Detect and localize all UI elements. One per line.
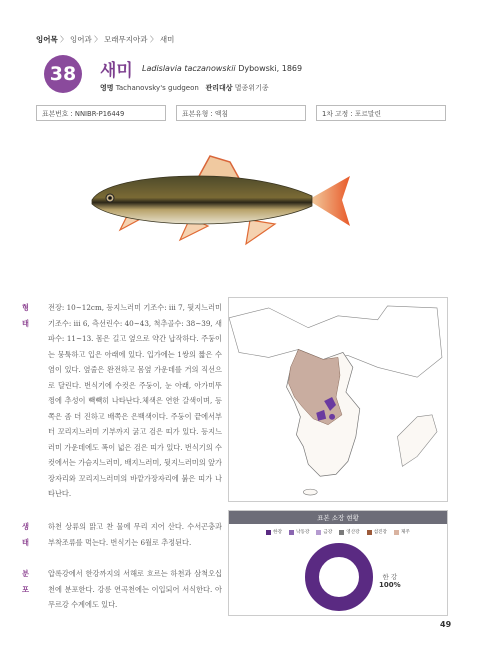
pie-slice	[312, 550, 366, 604]
species-number: 38	[49, 63, 77, 85]
holdings-chart	[228, 510, 448, 616]
legend-swatch	[266, 530, 271, 535]
breadcrumb-species: 새미	[159, 35, 175, 44]
legend-label: 낙동강	[296, 530, 310, 535]
tail-fin	[308, 176, 350, 226]
specimen-type: 표본유형 : 액침	[176, 105, 306, 121]
management-value: 멸종위기종	[234, 84, 269, 92]
section-text: 압록강에서 한강까지의 서해로 흐르는 하천과 삼척오십천에 분포한다. 강릉 연곡천에는 이입되어 서식한다. 아무르강 수계에도 있다.	[48, 569, 222, 609]
legend-label: 영산강	[346, 530, 360, 535]
legend-swatch	[339, 530, 344, 535]
fish-pupil	[108, 196, 112, 200]
korean-name: 새미	[100, 61, 133, 81]
section-label: 분포	[22, 569, 29, 594]
map-jeju	[303, 489, 317, 495]
section-label: 형태	[22, 303, 29, 328]
section-text: 하천 상류의 맑고 찬 물에 무리 지어 산다. 수서곤충과 부착조류를 먹는다. 번식기는 6월로 추정된다.	[48, 522, 222, 547]
pie-svg	[229, 537, 447, 615]
breadcrumb-subfamily: 모래무지아과	[104, 35, 148, 44]
legend-item	[289, 529, 309, 535]
legend-swatch	[289, 530, 294, 535]
management-label: 관리대상	[205, 84, 233, 92]
legend-label: 금강	[323, 530, 333, 535]
map-distribution-area	[288, 349, 341, 424]
scientific-name: Ladislavia taczanowskii	[142, 64, 236, 73]
map-occurrence	[329, 414, 335, 420]
breadcrumb-separator: 〉	[60, 35, 68, 44]
anal-fin	[246, 220, 275, 244]
meta-line	[100, 83, 269, 93]
fish-image	[80, 148, 355, 253]
fish-body	[92, 176, 312, 224]
scientific-name-line	[142, 64, 302, 73]
english-label: 영명	[100, 84, 114, 92]
author: Dybowski, 1869	[238, 64, 303, 73]
distribution-map	[228, 297, 448, 502]
legend-label: 섬진강	[373, 530, 387, 535]
legend-item	[394, 529, 410, 535]
chart-title: 표본 소장 현황	[229, 511, 447, 524]
breadcrumb-order: 잉어목	[36, 35, 58, 44]
legend-swatch	[316, 530, 321, 535]
section-label: 생태	[22, 522, 29, 547]
breadcrumb-separator: 〉	[149, 35, 158, 44]
chart-legend	[229, 529, 447, 535]
legend-item	[316, 529, 332, 535]
slice-percent: 100%	[379, 581, 401, 589]
slice-name: 한 강	[382, 573, 398, 581]
english-name: Tachanovsky's gudgeon	[115, 84, 199, 92]
page-number: 49	[440, 620, 452, 629]
legend-item	[339, 529, 359, 535]
legend-swatch	[367, 530, 372, 535]
slice-label	[379, 573, 401, 589]
section-text: 전장: 10~12cm, 등지느러미 기조수: iii 7, 뒷지느러미 기조수: iii 6, 측선린수: 40~43, 척추골수: 38~39, 새파수: 11~13. 몸은 길고 옆으로 약간 납작하다. 주둥이는 뭉툭하고 입은 아래에 있다. 입가에는 1쌍의 짧은 수염이 있다. 옆줄은 완전하고 몸옆 가운데를 거의 직선으로 달린다. 번식기에 수컷은 주둥이, 눈 아래, 아가미뚜껑에 추성이 빽빽히 나타난다.체색은 연한 갈색이며, 등쪽은 좀 더 진하고 배쪽은 은백색이다. 주둥이 끝에서부터 꼬리지느러미 기부까지 굵고 검은 띠가 있다. 등지느러미 가운데에도 폭이 넓은 검은 띠가 있다. 번식기의 수컷에서는 가슴지느러미, 배지느러미, 뒷지느러미의 앞가장자리와 꼬리지느러미의 바깥가장자리에 붉은 띠가 나타난다.	[48, 303, 222, 498]
breadcrumb	[36, 34, 174, 45]
map-svg	[229, 298, 447, 501]
species-number-badge	[44, 55, 82, 93]
legend-swatch	[394, 530, 399, 535]
specimen-number: 표본번호 : NNIBR-P16449	[36, 105, 166, 121]
map-japan	[397, 415, 437, 466]
specimen-fixative: 1차 고정 : 포르말린	[316, 105, 446, 121]
legend-item	[367, 529, 387, 535]
breadcrumb-family: 잉어과	[70, 35, 92, 44]
breadcrumb-separator: 〉	[94, 35, 102, 44]
legend-label: 한강	[273, 530, 283, 535]
specimen-info-row	[36, 105, 446, 121]
legend-label: 제주	[400, 530, 410, 535]
legend-item	[266, 529, 282, 535]
